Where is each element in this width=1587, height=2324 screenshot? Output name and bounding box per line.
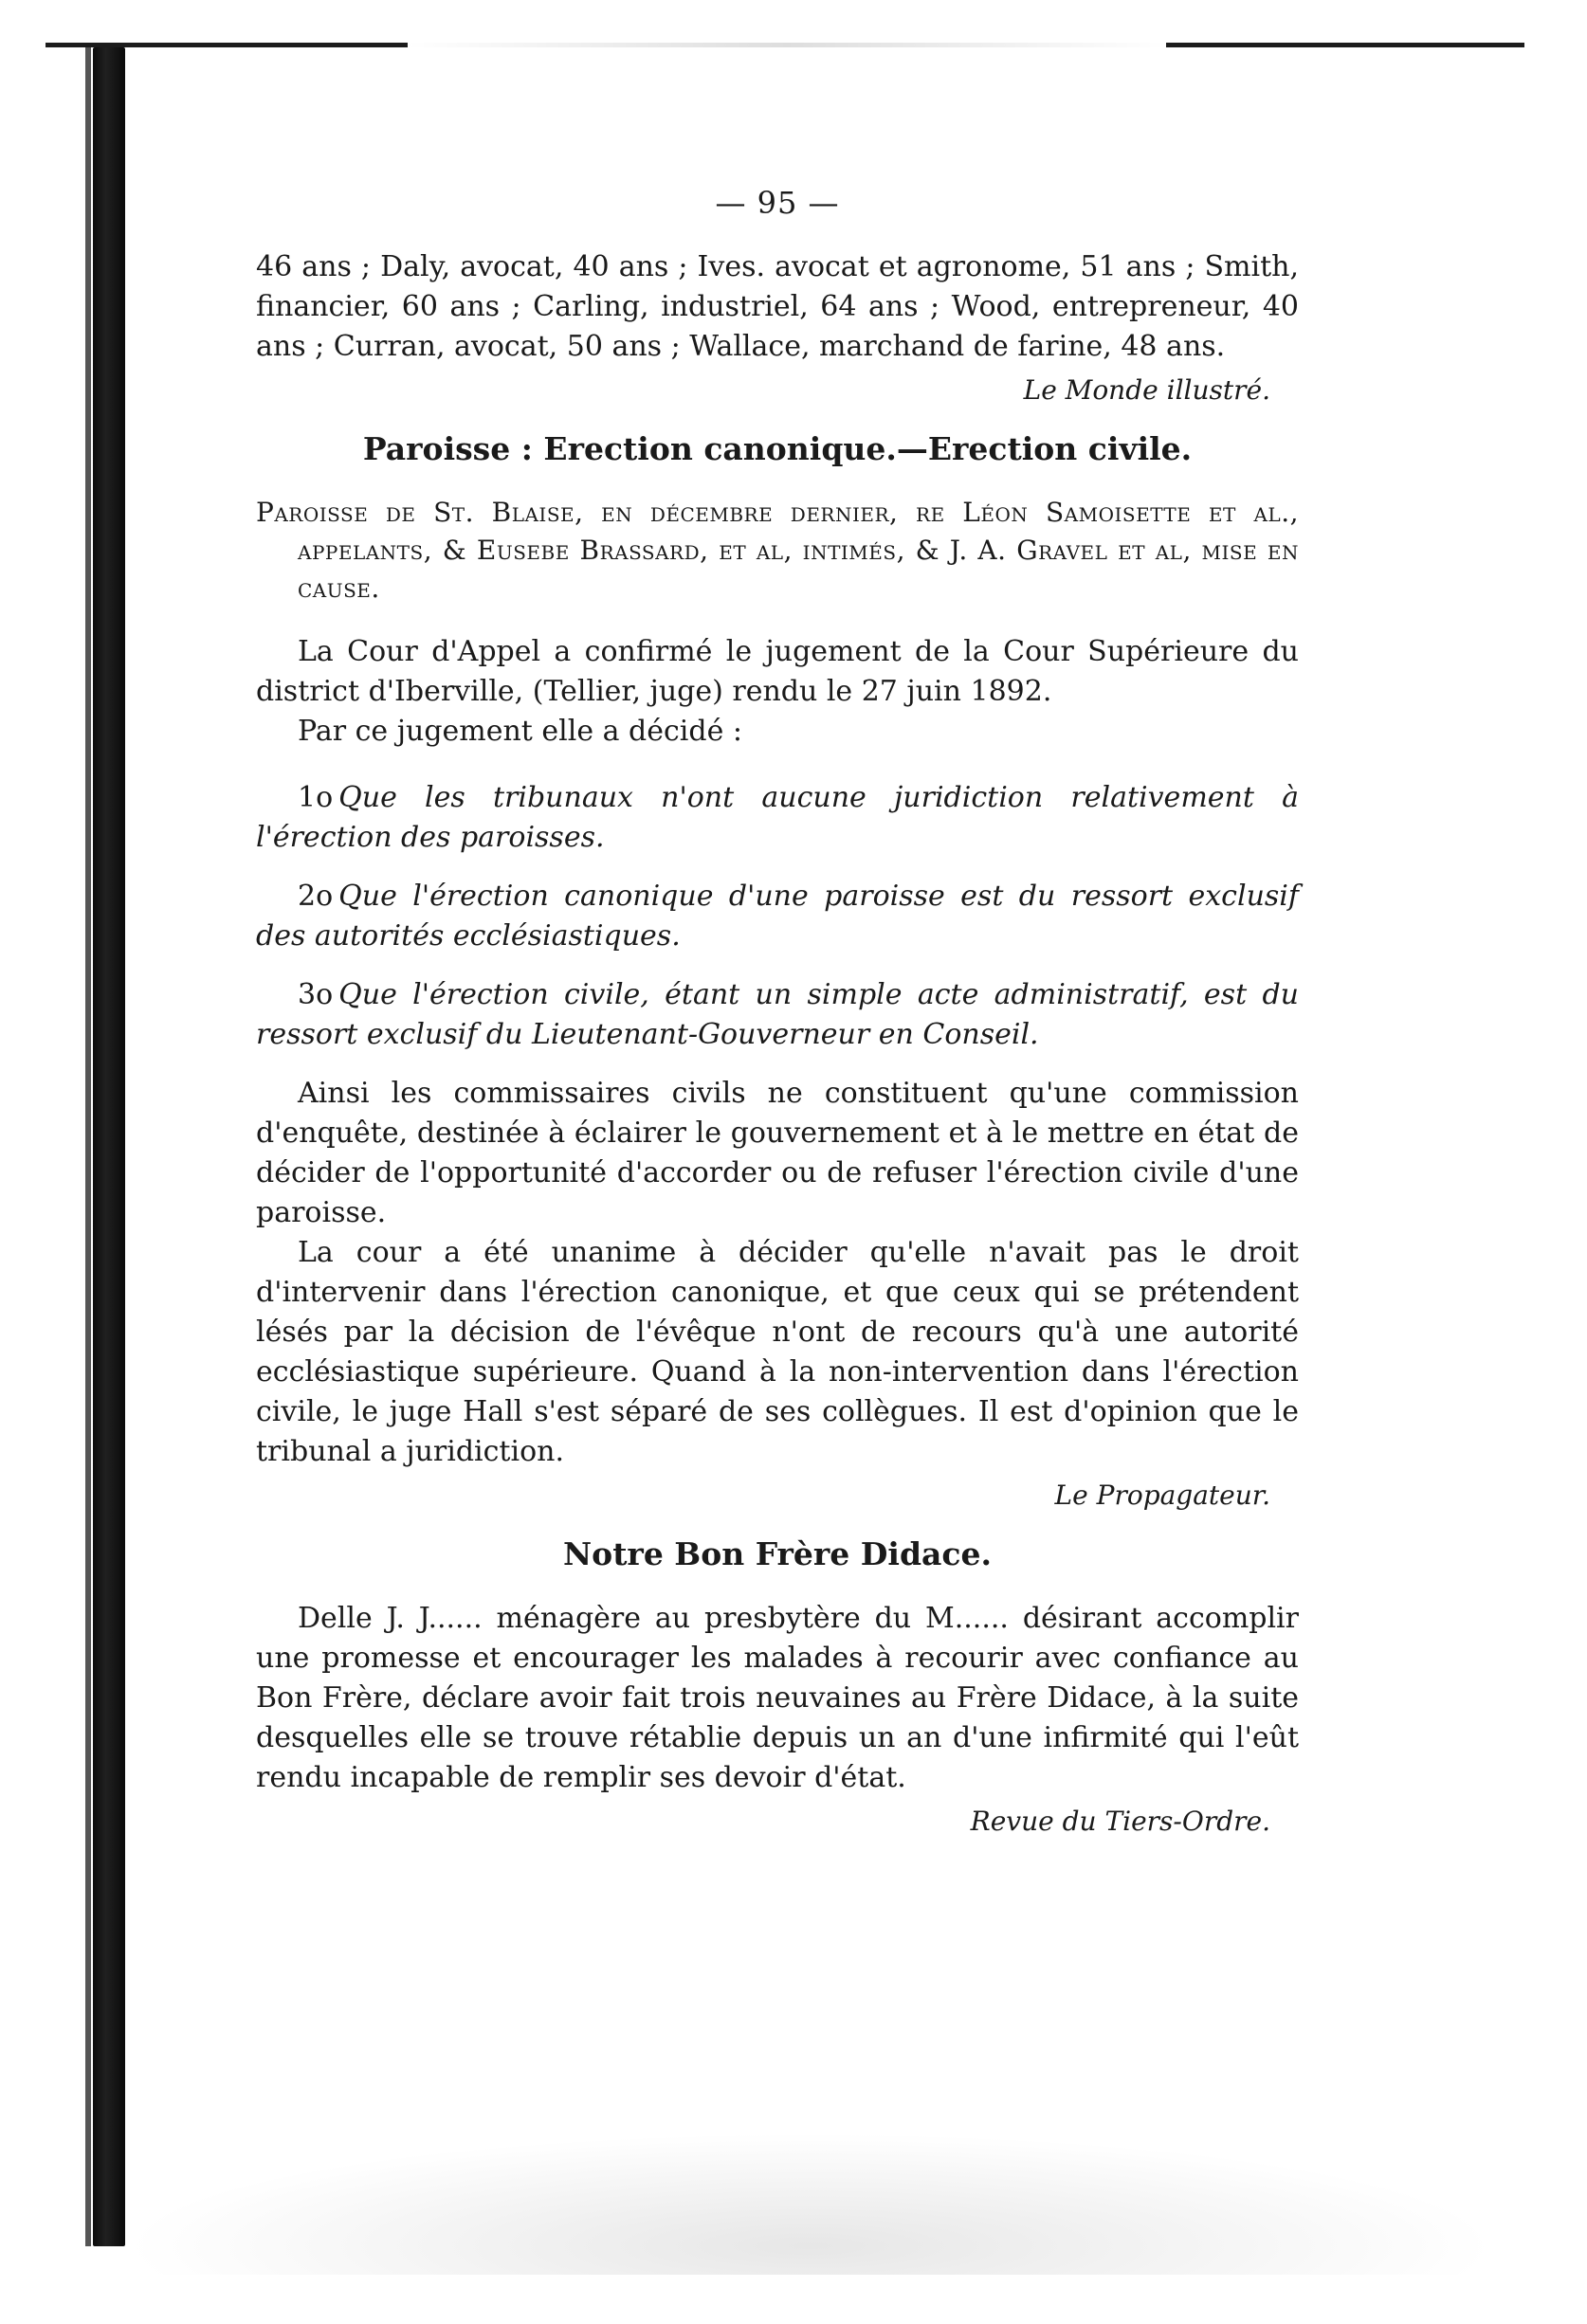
source-monde-illustre: Le Monde illustré. xyxy=(1023,374,1270,406)
paragraph-decide: Par ce jugement elle a décidé : xyxy=(298,715,742,748)
point-1 xyxy=(256,778,1299,858)
spacer xyxy=(256,752,1299,765)
point-number: 1o xyxy=(298,781,334,814)
point-text: Que les tribunaux n'ont aucune juridiction relativement à l'érection des paroisses. xyxy=(256,781,1299,854)
binding-edge xyxy=(85,47,91,2246)
top-rule-fade xyxy=(408,42,1166,49)
point-2 xyxy=(256,877,1299,956)
page-number: — 95 — xyxy=(715,185,840,221)
paragraph-cour-unanime: La cour a été unanime à décider qu'elle n'avait pas le droit d'intervenir dans l'érection canonique, et que ceux qui se prétendent lésés par la décision de l'évêque n'ont de recours qu'à une autorité ecclésiastique supérieure. Quand à la non-intervention dans l'érection civile, le juge Hall s'est séparé de ses collègues. Il est d'opinion que le tribunal a juridiction. xyxy=(256,1236,1299,1468)
source-propagateur: Le Propagateur. xyxy=(1054,1480,1270,1511)
point-3 xyxy=(256,975,1299,1055)
paragraph-cour-appel: La Cour d'Appel a confirmé le jugement de la Cour Supérieure du district d'Iberville, (Tellier, juge) rendu le 27 juin 1892. xyxy=(256,635,1299,708)
paragraph-didace: Delle J. J...... ménagère au presbytère du M...... désirant accomplir une promesse et encourager les malades à recourir avec confiance au Bon Frère, déclare avoir fait trois neuvaines au Frère Didace, à la suite desquelles elle se trouve rétablie depuis un an d'une infirmité qui l'eût rendu incapable de remplir ses devoir d'état. xyxy=(256,1602,1299,1794)
section-heading-paroisse: Paroisse : Erection canonique.—Erection civile. xyxy=(362,430,1193,467)
source-revue-tiers-ordre: Revue du Tiers-Ordre. xyxy=(970,1806,1270,1837)
section-heading-didace: Notre Bon Frère Didace. xyxy=(563,1535,992,1572)
paragraph-commissaires: Ainsi les commissaires civils ne constituent qu'une commission d'enquête, destinée à éclairer le gouvernement et à le mettre en état de décider de l'opportunité d'accorder ou de refuser l'érection civile d'une paroisse. xyxy=(256,1077,1299,1229)
point-number: 2o xyxy=(298,880,334,913)
point-text: Que l'érection civile, étant un simple acte administratif, est du ressort exclusif du Lieutenant-Gouverneur en Conseil. xyxy=(256,978,1299,1051)
page-content xyxy=(256,185,1299,1861)
point-text: Que l'érection canonique d'une paroisse est du ressort exclusif des autorités ecclésiastiques. xyxy=(256,880,1299,953)
point-number: 3o xyxy=(298,978,334,1011)
case-title: Paroisse de St. Blaise, en décembre dernier, re Léon Samoisette et al., appelants, & Eusebe Brassard, et al, intimés, & J. A. Gravel et al, mise en cause. xyxy=(256,497,1299,604)
scan-noise xyxy=(123,2133,1498,2275)
binding-bar xyxy=(93,47,125,2246)
intro-paragraph: 46 ans ; Daly, avocat, 40 ans ; Ives. avocat et agronome, 51 ans ; Smith, financier, 60 ans ; Carling, industriel, 64 ans ; Wood, entrepreneur, 40 ans ; Curran, avocat, 50 ans ; Wallace, marchand de farine, 48 ans. xyxy=(256,250,1299,363)
